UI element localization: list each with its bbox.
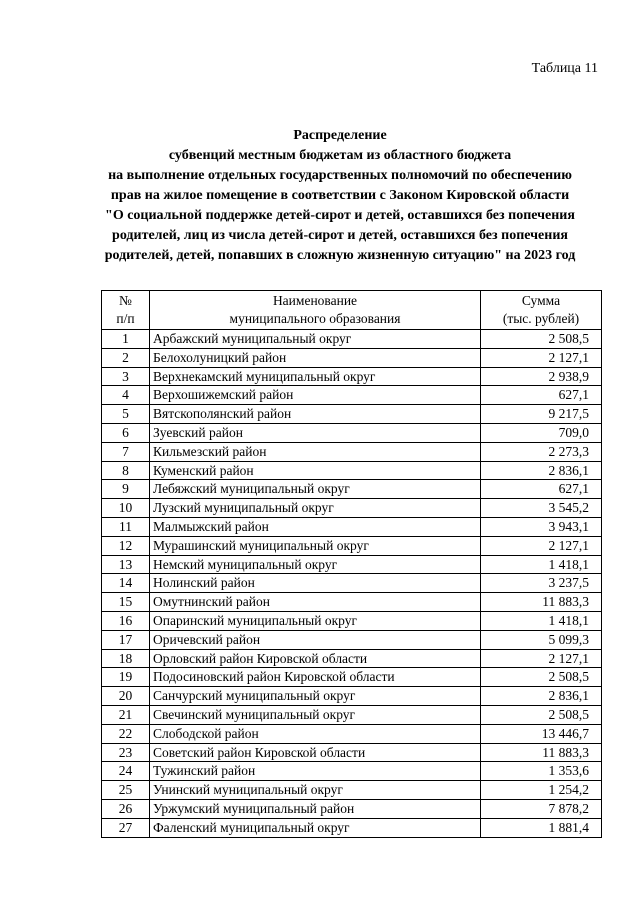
row-sum-cell: 2 836,1	[481, 461, 602, 480]
row-number-cell: 26	[102, 799, 150, 818]
table-row	[102, 348, 602, 367]
table-row	[102, 330, 602, 349]
row-name-cell: Подосиновский район Кировской области	[150, 668, 481, 687]
row-number-cell: 12	[102, 536, 150, 555]
table-row	[102, 555, 602, 574]
row-number-cell: 19	[102, 668, 150, 687]
row-name-cell: Унинский муниципальный округ	[150, 781, 481, 800]
row-name-cell: Тужинский район	[150, 762, 481, 781]
table-row	[102, 423, 602, 442]
table-row	[102, 442, 602, 461]
row-name-cell: Немский муниципальный округ	[150, 555, 481, 574]
table-row	[102, 818, 602, 837]
row-number-cell: 8	[102, 461, 150, 480]
row-number-cell: 15	[102, 593, 150, 612]
heading-line: субвенций местным бюджетам из областного бюджета	[168, 148, 512, 163]
heading-line: "О социальной поддержке детей-сирот и детей, оставшихся без попечения	[105, 208, 575, 223]
row-name-cell: Малмыжский район	[150, 517, 481, 536]
row-name-cell: Фаленский муниципальный округ	[150, 818, 481, 837]
row-number-cell: 5	[102, 405, 150, 424]
row-sum-cell: 3 943,1	[481, 517, 602, 536]
row-name-cell: Белохолуницкий район	[150, 348, 481, 367]
row-sum-cell: 2 127,1	[481, 649, 602, 668]
table-row	[102, 687, 602, 706]
row-sum-cell: 1 353,6	[481, 762, 602, 781]
table-row	[102, 536, 602, 555]
table-row	[102, 705, 602, 724]
table-row	[102, 799, 602, 818]
table-body	[102, 330, 602, 838]
row-number-cell: 11	[102, 517, 150, 536]
table-row	[102, 480, 602, 499]
row-number-cell: 18	[102, 649, 150, 668]
row-name-cell: Арбажский муниципальный округ	[150, 330, 481, 349]
table-row	[102, 743, 602, 762]
row-name-cell: Кильмезский район	[150, 442, 481, 461]
table-row	[102, 724, 602, 743]
row-sum-cell: 2 127,1	[481, 536, 602, 555]
row-number-cell: 27	[102, 818, 150, 837]
heading-line: Распределение	[293, 128, 387, 143]
heading-line: прав на жилое помещение в соответствии с Законом Кировской области	[110, 188, 570, 203]
row-number-cell: 23	[102, 743, 150, 762]
table-row	[102, 574, 602, 593]
row-name-cell: Слободской район	[150, 724, 481, 743]
row-name-cell: Вятскополянский район	[150, 405, 481, 424]
row-name-cell: Куменский район	[150, 461, 481, 480]
row-name-cell: Омутнинский район	[150, 593, 481, 612]
row-name-cell: Верхошижемский район	[150, 386, 481, 405]
column-header-name: Наименование муниципального образования	[150, 291, 481, 330]
table-row	[102, 781, 602, 800]
document-heading	[90, 126, 590, 266]
row-number-cell: 22	[102, 724, 150, 743]
row-number-cell: 4	[102, 386, 150, 405]
row-sum-cell: 3 237,5	[481, 574, 602, 593]
row-name-cell: Советский район Кировской области	[150, 743, 481, 762]
row-number-cell: 6	[102, 423, 150, 442]
table-row	[102, 405, 602, 424]
row-number-cell: 9	[102, 480, 150, 499]
row-sum-cell: 7 878,2	[481, 799, 602, 818]
row-number-cell: 3	[102, 367, 150, 386]
row-name-cell: Зуевский район	[150, 423, 481, 442]
row-number-cell: 16	[102, 611, 150, 630]
row-name-cell: Уржумский муниципальный район	[150, 799, 481, 818]
row-number-cell: 25	[102, 781, 150, 800]
row-number-cell: 7	[102, 442, 150, 461]
table-row	[102, 593, 602, 612]
table-row	[102, 649, 602, 668]
row-sum-cell: 9 217,5	[481, 405, 602, 424]
row-sum-cell: 13 446,7	[481, 724, 602, 743]
row-sum-cell: 11 883,3	[481, 743, 602, 762]
row-number-cell: 2	[102, 348, 150, 367]
row-number-cell: 17	[102, 630, 150, 649]
row-sum-cell: 627,1	[481, 480, 602, 499]
heading-line: родителей, детей, попавших в сложную жизненную ситуацию" на 2023 год	[104, 248, 576, 263]
row-sum-cell: 2 508,5	[481, 330, 602, 349]
table-row	[102, 611, 602, 630]
row-name-cell: Свечинский муниципальный округ	[150, 705, 481, 724]
row-name-cell: Орловский район Кировской области	[150, 649, 481, 668]
table-label: Таблица 11	[531, 61, 598, 76]
row-name-cell: Мурашинский муниципальный округ	[150, 536, 481, 555]
row-sum-cell: 1 881,4	[481, 818, 602, 837]
table-row	[102, 630, 602, 649]
table-row	[102, 499, 602, 518]
heading-line: родителей, лиц из числа детей-сирот и детей, оставшихся без попечения	[112, 228, 568, 243]
table-header-row	[102, 291, 602, 330]
row-sum-cell: 2 508,5	[481, 668, 602, 687]
distribution-table	[101, 290, 602, 838]
table-row	[102, 386, 602, 405]
row-sum-cell: 1 418,1	[481, 611, 602, 630]
row-sum-cell: 2 127,1	[481, 348, 602, 367]
row-number-cell: 24	[102, 762, 150, 781]
row-name-cell: Лебяжский муниципальный округ	[150, 480, 481, 499]
row-sum-cell: 5 099,3	[481, 630, 602, 649]
row-number-cell: 21	[102, 705, 150, 724]
row-name-cell: Верхнекамский муниципальный округ	[150, 367, 481, 386]
row-number-cell: 10	[102, 499, 150, 518]
row-sum-cell: 1 254,2	[481, 781, 602, 800]
row-sum-cell: 1 418,1	[481, 555, 602, 574]
row-sum-cell: 11 883,3	[481, 593, 602, 612]
row-sum-cell: 627,1	[481, 386, 602, 405]
row-sum-cell: 3 545,2	[481, 499, 602, 518]
table-row	[102, 668, 602, 687]
table-row	[102, 367, 602, 386]
row-number-cell: 20	[102, 687, 150, 706]
table-row	[102, 762, 602, 781]
row-name-cell: Санчурский муниципальный округ	[150, 687, 481, 706]
row-name-cell: Оричевский район	[150, 630, 481, 649]
row-name-cell: Нолинский район	[150, 574, 481, 593]
row-sum-cell: 2 273,3	[481, 442, 602, 461]
row-sum-cell: 2 836,1	[481, 687, 602, 706]
row-name-cell: Опаринский муниципальный округ	[150, 611, 481, 630]
column-header-number: № п/п	[102, 291, 150, 330]
row-sum-cell: 709,0	[481, 423, 602, 442]
row-number-cell: 1	[102, 330, 150, 349]
table-row	[102, 461, 602, 480]
row-name-cell: Лузский муниципальный округ	[150, 499, 481, 518]
heading-line: на выполнение отдельных государственных полномочий по обеспечению	[108, 168, 572, 183]
table-row	[102, 517, 602, 536]
row-number-cell: 14	[102, 574, 150, 593]
row-number-cell: 13	[102, 555, 150, 574]
column-header-sum: Сумма (тыс. рублей)	[481, 291, 602, 330]
row-sum-cell: 2 508,5	[481, 705, 602, 724]
row-sum-cell: 2 938,9	[481, 367, 602, 386]
